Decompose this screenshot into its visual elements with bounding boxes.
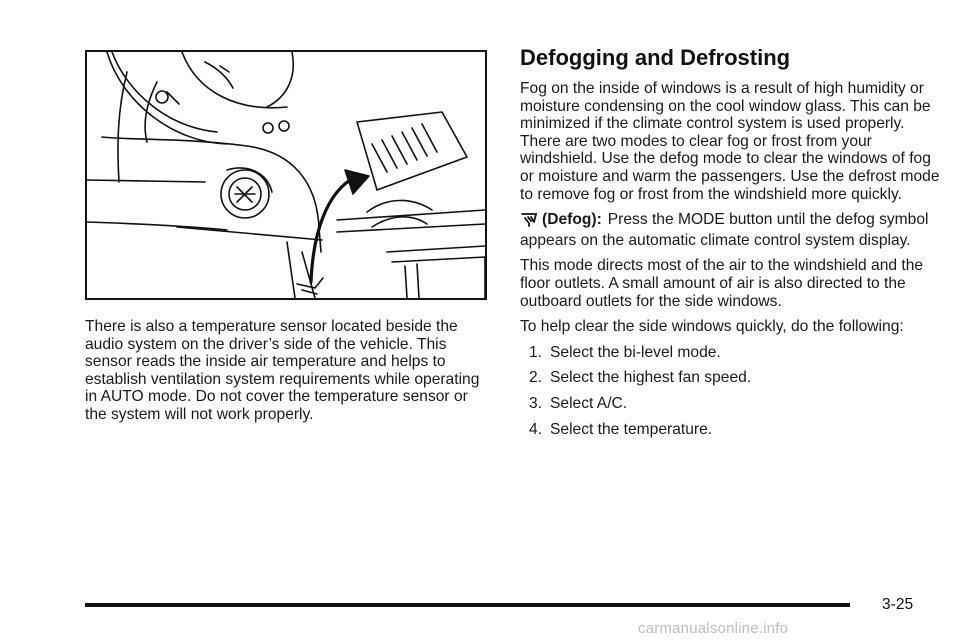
temperature-sensor-figure (85, 50, 487, 300)
list-item (529, 369, 940, 387)
list-item (529, 395, 940, 413)
defog-description: Press the MODE button until the defog symbol appears on the automatic climate control system display. (520, 211, 929, 249)
defog-mode-paragraph (520, 211, 940, 249)
watermark: carmanualsonline.info (638, 620, 789, 637)
step-text: Select A/C. (550, 394, 628, 412)
footer-rule (85, 603, 850, 607)
step-text: Select the bi-level mode. (550, 343, 721, 361)
intro-paragraph: Fog on the inside of windows is a result of high humidity or moisture condensing on the cool window glass. This can be minimized if the climate control system is used properly. There are two modes to clear fog or frost from your windshield. Use the defog mode to clear the windows of fog or moisture and warm the passengers. Use the defrost mode to remove fog or frost from the windshield more quickly. (520, 80, 940, 203)
defog-section (520, 80, 940, 446)
step-number: 1. (529, 343, 543, 361)
page-number: 3-25 (882, 596, 914, 613)
step-number: 2. (529, 369, 543, 387)
steps-list (520, 344, 940, 438)
step-text: Select the highest fan speed. (550, 369, 752, 387)
defog-icon (520, 211, 538, 232)
list-item (529, 344, 940, 362)
steps-intro: To help clear the side windows quickly, do the following: (520, 318, 904, 336)
dashboard-illustration (87, 52, 485, 298)
list-item (529, 421, 940, 439)
defog-term: (Defog): (542, 211, 602, 229)
step-text: Select the temperature. (550, 420, 713, 438)
temperature-sensor-paragraph: There is also a temperature sensor located beside the audio system on the driver’s side of the vehicle. This sensor reads the inside air temperature and helps to establish ventilation system requirements while operating in AUTO mode. Do not cover the temperature sensor or the system will not work properly. (85, 318, 480, 423)
step-number: 4. (529, 420, 543, 438)
section-heading: Defogging and Defrosting (520, 45, 791, 70)
step-number: 3. (529, 394, 543, 412)
mode-description-paragraph: This mode directs most of the air to the windshield and the floor outlets. A small amount of air is also directed to the outboard outlets for the side windows. (520, 257, 924, 310)
